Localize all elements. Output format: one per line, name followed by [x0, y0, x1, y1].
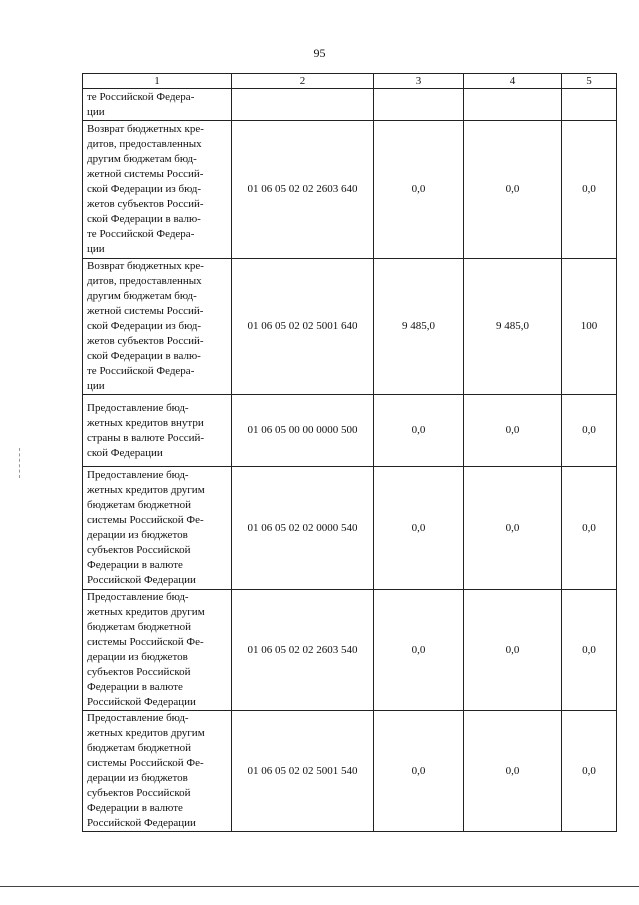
row-col4: 0,0: [464, 395, 562, 467]
row-col5: 0,0: [562, 395, 617, 467]
row-col4: 0,0: [464, 467, 562, 590]
table-row: [83, 590, 617, 711]
row-code: 01 06 05 02 02 2603 640: [232, 121, 374, 259]
table-row: [83, 467, 617, 590]
row-col3: 0,0: [374, 121, 464, 259]
row-name: Предоставление бюд- жетных кредитов другим бюджетам бюджетной системы Российской Фе- дерации из бюджетов субъектов Российской Федерации в валюте Российской Федерации: [83, 467, 232, 590]
row-col5: [562, 89, 617, 121]
page-number: 95: [313, 46, 326, 60]
row-col4: 9 485,0: [464, 259, 562, 395]
row-col5: 0,0: [562, 467, 617, 590]
header-row: [83, 74, 617, 89]
header-col-3: 3: [374, 74, 464, 89]
table-row: [83, 89, 617, 121]
row-col4: 0,0: [464, 121, 562, 259]
row-col5: 0,0: [562, 711, 617, 832]
row-code: [232, 89, 374, 121]
row-col5: 0,0: [562, 121, 617, 259]
row-col4: 0,0: [464, 711, 562, 832]
row-name: Предоставление бюд- жетных кредитов другим бюджетам бюджетной системы Российской Фе- дерации из бюджетов субъектов Российской Федерации в валюте Российской Федерации: [83, 711, 232, 832]
row-col4: [464, 89, 562, 121]
row-col4: 0,0: [464, 590, 562, 711]
header-col-1: 1: [83, 74, 232, 89]
row-code: 01 06 05 00 00 0000 500: [232, 395, 374, 467]
row-name: Предоставление бюд- жетных кредитов другим бюджетам бюджетной системы Российской Фе- дерации из бюджетов субъектов Российской Федерации в валюте Российской Федерации: [83, 590, 232, 711]
row-code: 01 06 05 02 02 5001 540: [232, 711, 374, 832]
table-row: [83, 259, 617, 395]
table-row: [83, 121, 617, 259]
table-row: [83, 395, 617, 467]
row-name: Возврат бюджетных кре- дитов, предоставленных другим бюджетам бюд- жетной системы Россий- ской Федерации из бюд- жетов субъектов Россий- ской Федерации в валю- те Российской Федера- ции: [83, 259, 232, 395]
scan-margin-mark: [19, 448, 21, 478]
row-col3: 0,0: [374, 711, 464, 832]
header-col-2: 2: [232, 74, 374, 89]
row-col3: [374, 89, 464, 121]
row-code: 01 06 05 02 02 0000 540: [232, 467, 374, 590]
header-col-5: 5: [562, 74, 617, 89]
row-col5: 0,0: [562, 590, 617, 711]
row-col3: 0,0: [374, 467, 464, 590]
row-name: те Российской Федера- ции: [83, 89, 232, 121]
row-col3: 9 485,0: [374, 259, 464, 395]
row-name: Возврат бюджетных кре- дитов, предоставленных другим бюджетам бюд- жетной системы Россий- ской Федерации из бюд- жетов субъектов Россий- ской Федерации в валю- те Российской Федера- ции: [83, 121, 232, 259]
header-col-4: 4: [464, 74, 562, 89]
budget-table: [82, 73, 617, 832]
row-col5: 100: [562, 259, 617, 395]
bottom-rule: [0, 886, 639, 887]
row-name: Предоставление бюд- жетных кредитов внутри страны в валюте Россий- ской Федерации: [83, 395, 232, 467]
row-col3: 0,0: [374, 395, 464, 467]
row-code: 01 06 05 02 02 5001 640: [232, 259, 374, 395]
row-col3: 0,0: [374, 590, 464, 711]
row-code: 01 06 05 02 02 2603 540: [232, 590, 374, 711]
table-row: [83, 711, 617, 832]
